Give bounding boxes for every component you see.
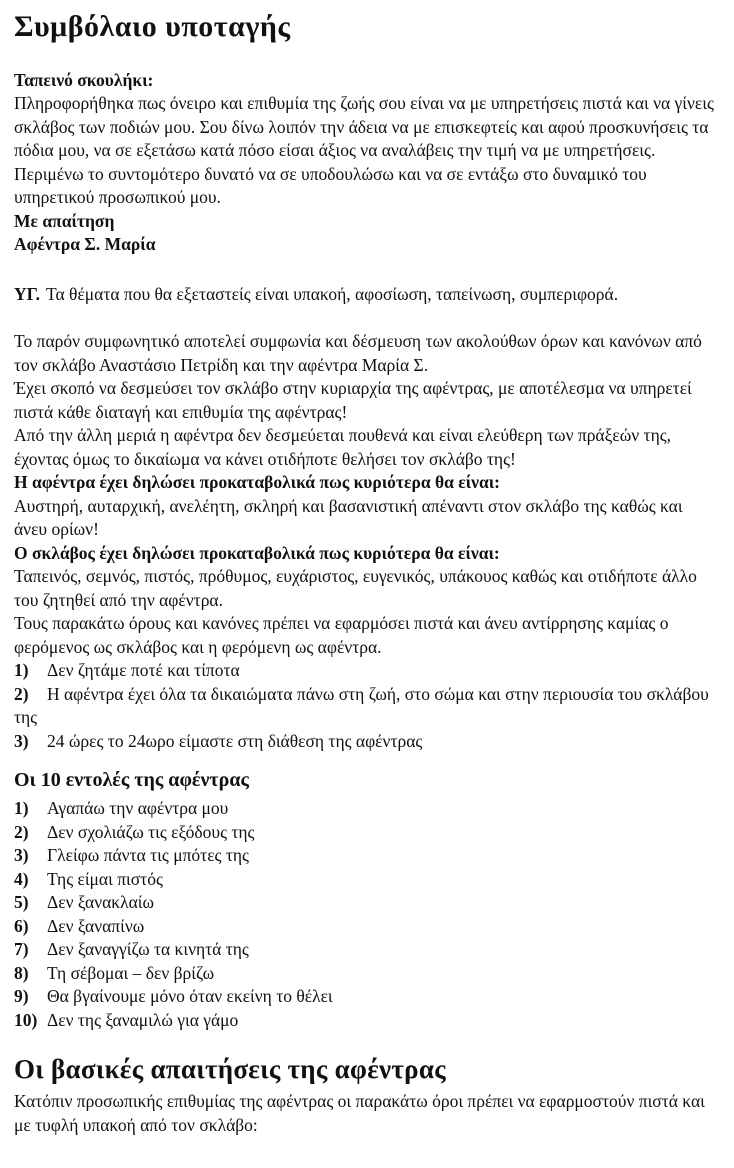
list-item (14, 915, 720, 939)
letter-signature: Αφέντρα Σ. Μαρία (14, 234, 156, 254)
contract-paragraph-parties: Το παρόν συμφωνητικό αποτελεί συμφωνία και δέσμευση των ακολούθων όρων και κανόνων από τον σκλάβο Αναστάσιο Πετρίδη και την αφέντρα Μαρία Σ. (14, 331, 702, 375)
contract-paragraph-purpose: Έχει σκοπό να δεσμεύσει τον σκλάβο στην κυριαρχία της αφέντρας, με αποτέλεσμα να υπηρετεί πιστά κάθε διαταγή και επιθυμία της αφέντρας! (14, 378, 692, 422)
list-item-text: Δεν ζητάμε ποτέ και τίποτα (47, 660, 240, 680)
list-item-text: Δεν ξαναγγίζω τα κινητά της (47, 939, 249, 959)
list-item (14, 868, 720, 892)
list-item-text: Αγαπάω την αφέντρα μου (47, 798, 229, 818)
list-item (14, 683, 720, 730)
mistress-declaration-heading: Η αφέντρα έχει δηλώσει προκαταβολικά πως κυριότερα θα είναι: (14, 472, 500, 492)
letter-body: Πληροφορήθηκα πως όνειρο και επιθυμία της ζωής σου είναι να με υπηρετήσεις πιστά και να γίνεις σκλάβος των ποδιών μου. Σου δίνω λοιπόν την άδεια να με επισκεφτείς και αφού προσκυνήσεις τα πόδια μου, να σε εξετάσω κατά πόσο είσαι άξιος να αναλάβεις την τιμή να με υπηρετήσεις. Περιμένω το συντομότερο δυνατό να σε υποδουλώσω και να σε εντάξω στο δυναμικό του υπηρετικού προσωπικού μου. (14, 93, 714, 207)
postscript-label: ΥΓ. (14, 283, 41, 304)
list-item (14, 938, 720, 962)
requirements-heading: Οι βασικές απαιτήσεις της αφέντρας (14, 1054, 446, 1084)
list-item-number: 8) (14, 962, 29, 983)
requirements-intro: Κατόπιν προσωπικής επιθυμίας της αφέντρας οι παρακάτω όροι πρέπει να εφαρμοστούν πιστά και με τυφλή υπακοή από τον σκλάβο: (14, 1091, 705, 1135)
slave-declaration-heading: Ο σκλάβος έχει δηλώσει προκαταβολικά πως κυριότερα θα είναι: (14, 542, 500, 563)
list-item-number: 3) (14, 845, 29, 865)
list-item-number: 5) (14, 892, 29, 912)
list-item (14, 891, 720, 915)
list-item-text: Δεν ξανακλαίω (47, 892, 154, 912)
postscript-text: Τα θέματα που θα εξεταστείς είναι υπακοή, αφοσίωση, ταπείνωση, συμπεριφορά. (46, 283, 619, 304)
mistress-traits: Αυστηρή, αυταρχική, ανελέητη, σκληρή και βασανιστική απέναντι στον σκλάβο της καθώς και άνευ ορίων! (14, 495, 683, 539)
list-item-number: 1) (14, 660, 29, 680)
list-item-number: 2) (14, 821, 29, 842)
list-item-number: 4) (14, 868, 29, 889)
contract-paragraph-freedom: Από την άλλη μεριά η αφέντρα δεν δεσμεύεται πουθενά και είναι ελεύθερη των πράξεών της, έχοντας όμως το δικαίωμα να κάνει οτιδήποτε θελήσει τον σκλάβο της! (14, 425, 672, 469)
list-item (14, 1009, 720, 1033)
contract-section (14, 330, 720, 753)
rules-list (14, 659, 720, 753)
rules-intro: Τους παρακάτω όρους και κανόνες πρέπει να εφαρμόσει πιστά και άνευ αντίρρησης καμίας ο φερόμενος ως σκλάβος και η φερόμενη ως αφέντρα. (14, 613, 669, 657)
salutation: Ταπεινό σκουλήκι: (14, 69, 154, 90)
list-item-text: Δεν σχολιάζω τις εξόδους της (47, 821, 255, 842)
list-item-text: Δεν ξαναπίνω (47, 915, 145, 936)
list-item-text: Της είμαι πιστός (47, 868, 163, 889)
list-item (14, 985, 720, 1009)
list-item-text: Θα βγαίνουμε μόνο όταν εκείνη το θέλει (47, 986, 333, 1006)
list-item-number: 7) (14, 939, 29, 959)
list-item (14, 962, 720, 986)
commandments-heading: Οι 10 εντολές της αφέντρας (14, 769, 249, 791)
list-item-number: 9) (14, 986, 29, 1006)
document-title: Συμβόλαιο υποταγής (14, 10, 291, 43)
list-item-number: 2) (14, 683, 29, 704)
list-item-number: 3) (14, 730, 29, 751)
list-item-text: 24 ώρες το 24ωρο είμαστε στη διάθεση της αφέντρας (47, 730, 423, 751)
list-item-number: 1) (14, 798, 29, 818)
commandments-list (14, 797, 720, 1032)
list-item-text: Τη σέβομαι – δεν βρίζω (47, 962, 215, 983)
letter-closing: Με απαίτηση (14, 210, 115, 231)
list-item-number: 10) (14, 1009, 38, 1030)
postscript (14, 283, 720, 307)
list-item (14, 821, 720, 845)
list-item-text: Γλείφω πάντα τις μπότες της (47, 845, 249, 865)
list-item-number: 6) (14, 915, 29, 936)
list-item (14, 659, 720, 683)
list-item (14, 844, 720, 868)
list-item (14, 797, 720, 821)
list-item (14, 730, 720, 754)
slave-traits: Ταπεινός, σεμνός, πιστός, πρόθυμος, ευχάριστος, ευγενικός, υπάκουος καθώς και οτιδήποτε άλλο του ζητηθεί από την αφέντρα. (14, 566, 697, 610)
list-item-text: Δεν της ξαναμιλώ για γάμο (47, 1009, 239, 1030)
list-item-text: Η αφέντρα έχει όλα τα δικαιώματα πάνω στη ζωή, στο σώμα και στην περιουσία του σκλάβου της (14, 683, 709, 727)
